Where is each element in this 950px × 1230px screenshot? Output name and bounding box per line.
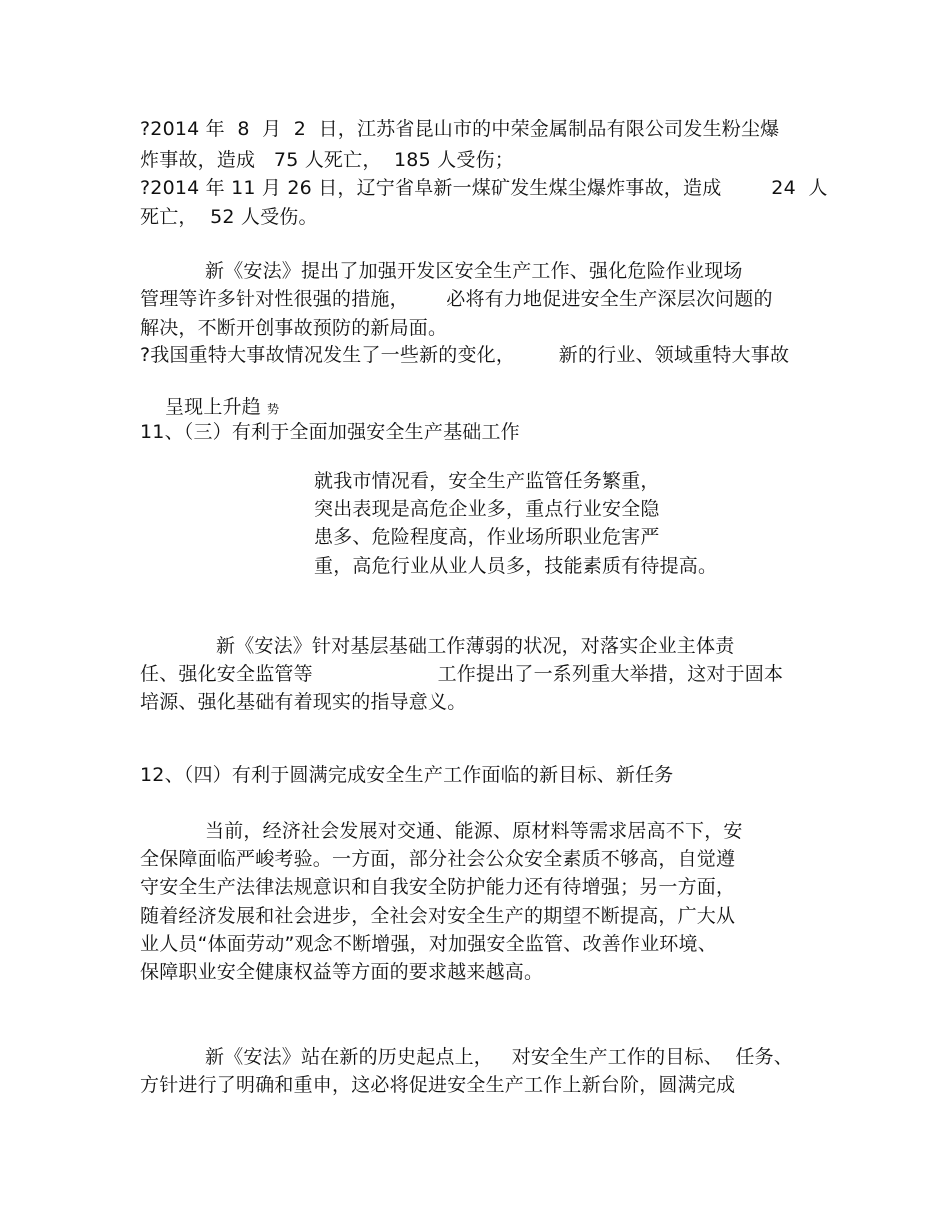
text-line: 新《安法》针对基层基础工作薄弱的状况，对落实企业主体责: [216, 635, 735, 657]
section-heading: 12、（四）有利于圆满完成安全生产工作面临的新目标、新任务: [140, 764, 674, 786]
text-fragment: 呈现上升趋: [164, 396, 261, 418]
text-line: ?我国重特大事故情况发生了一些新的变化， 新的行业、领域重特大事故: [140, 344, 790, 366]
text-line: ?2014 年 8 月 2 日，江苏省昆山市的中荣金属制品有限公司发生粉尘爆: [140, 118, 780, 140]
text-line: 新《安法》提出了加强开发区安全生产工作、强化危险作业现场: [205, 260, 743, 282]
text-line: 死亡， 52 人受伤。: [140, 206, 318, 228]
text-line: 当前，经济社会发展对交通、能源、原材料等需求居高不下，安: [205, 820, 743, 842]
section-heading: 11、（三）有利于全面加强安全生产基础工作: [140, 421, 520, 443]
text-line: 守安全生产法律法规意识和自我安全防护能力还有待增强；另一方面，: [140, 876, 736, 898]
text-line: 突出表现是高危企业多，重点行业安全隐: [314, 498, 660, 520]
text-line: 重，高危行业从业人员多，技能素质有待提高。: [314, 555, 718, 577]
text-line: 管理等许多针对性很强的措施， 必将有力地促进安全生产深层次问题的: [140, 288, 773, 310]
text-line: 随着经济发展和社会进步，全社会对安全生产的期望不断提高，广大从: [140, 905, 736, 927]
text-fragment: 势: [266, 402, 280, 416]
text-line: 就我市情况看，安全生产监管任务繁重，: [314, 470, 660, 492]
text-line: 业人员“体面劳动”观念不断增强，对加强安全监管、改善作业环境、: [140, 933, 717, 955]
text-line: 方针进行了明确和重申，这必将促进安全生产工作上新台阶，圆满完成: [140, 1074, 736, 1096]
text-line: 保障职业安全健康权益等方面的要求越来越高。: [140, 961, 544, 983]
text-line: 解决，不断开创事故预防的新局面。: [140, 317, 448, 339]
text-line: ?2014 年 11 月 26 日，辽宁省阜新一煤矿发生煤尘爆炸事故，造成 24 人: [140, 177, 828, 199]
text-line: 炸事故，造成 75 人死亡， 185 人受伤；: [140, 149, 514, 171]
text-line: 全保障面临严峻考验。一方面，部分社会公众安全素质不够高，自觉遵: [140, 848, 736, 870]
text-line: 培源、强化基础有着现实的指导意义。: [140, 691, 467, 713]
text-line: 患多、危险程度高，作业场所职业危害严: [314, 526, 660, 548]
text-line: 新《安法》站在新的历史起点上， 对安全生产工作的目标、 任务、: [205, 1046, 793, 1068]
text-line: 任、强化安全监管等 工作提出了一系列重大举措，这对于固本: [140, 663, 784, 685]
